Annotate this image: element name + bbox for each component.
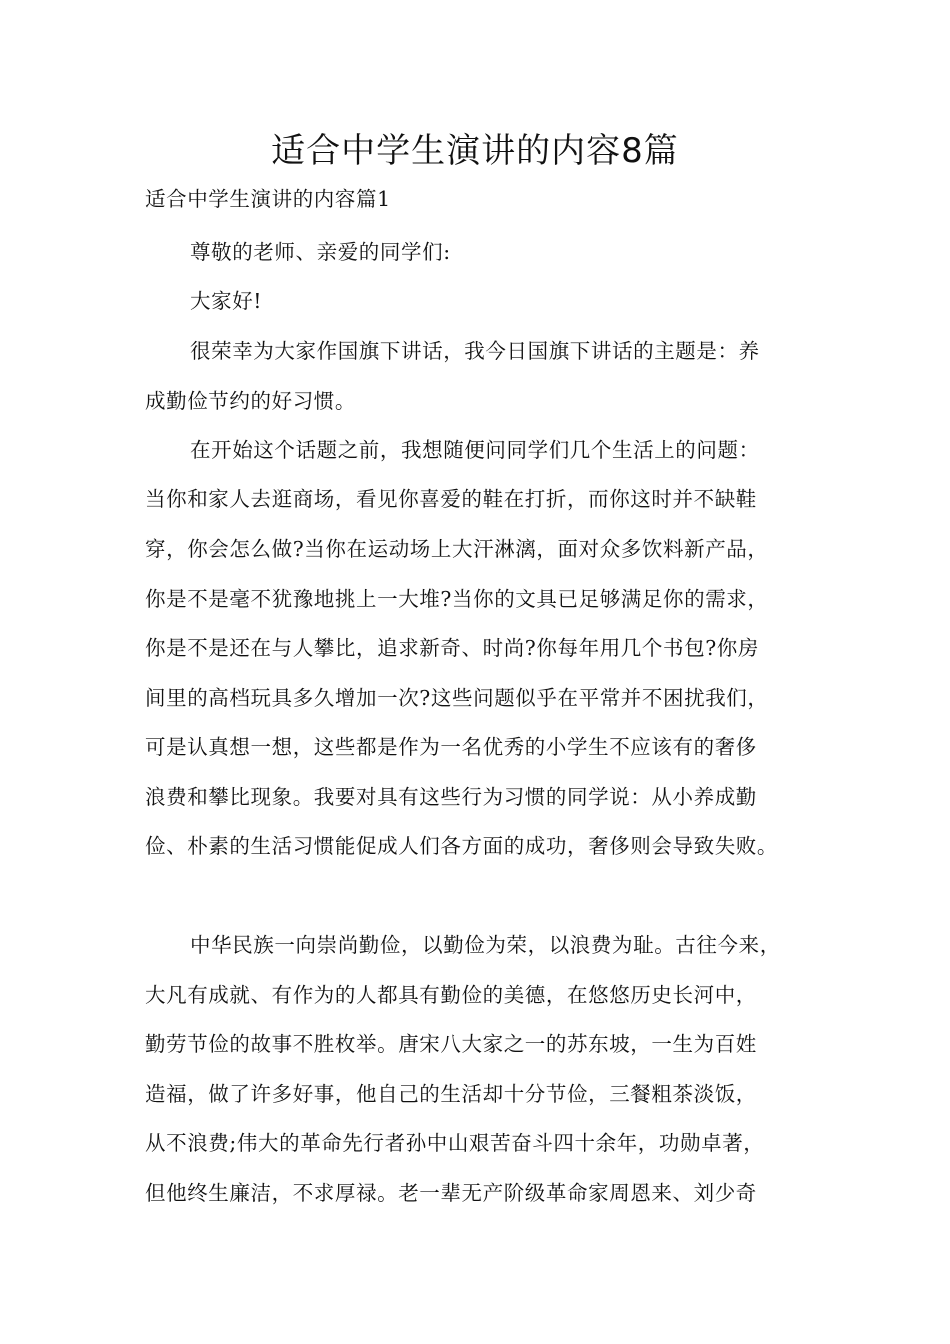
paragraph-line: 勤劳节俭的故事不胜枚举。唐宋八大家之一的苏东坡，一生为百姓: [145, 1032, 757, 1056]
paragraph-line: 造福，做了许多好事，他自己的生活却十分节俭，三餐粗茶淡饭，: [145, 1082, 757, 1106]
paragraph-line: 从不浪费;伟大的革命先行者孙中山艰苦奋斗四十余年，功勋卓著，: [145, 1131, 765, 1155]
paragraph-line: 你是不是还在与人攀比，追求新奇、时尚?你每年用几个书包?你房: [145, 636, 759, 660]
paragraph-line: 间里的高档玩具多久增加一次?这些问题似乎在平常并不困扰我们，: [145, 686, 769, 710]
paragraph-line: 但他终生廉洁，不求厚禄。老一辈无产阶级革命家周恩来、刘少奇: [145, 1181, 757, 1205]
section-heading: 适合中学生演讲的内容篇1: [145, 187, 391, 211]
paragraph-line: 尊敬的老师、亲爱的同学们:: [190, 240, 451, 264]
paragraph-line: 俭、朴素的生活习惯能促成人们各方面的成功，奢侈则会导致失败。: [145, 834, 778, 858]
paragraph-line: 中华民族一向崇尚勤俭，以勤俭为荣，以浪费为耻。古往今来，: [190, 933, 781, 957]
paragraph-line: 大凡有成就、有作为的人都具有勤俭的美德，在悠悠历史长河中，: [145, 983, 757, 1007]
paragraph-line: 浪费和攀比现象。我要对具有这些行为习惯的同学说：从小养成勤: [145, 785, 757, 809]
paragraph-line: 穿，你会怎么做?当你在运动场上大汗淋漓，面对众多饮料新产品，: [145, 537, 769, 561]
paragraph-line: 当你和家人去逛商场，看见你喜爱的鞋在打折，而你这时并不缺鞋: [145, 487, 757, 511]
paragraph-line: 大家好!: [190, 289, 263, 313]
paragraph-line: 你是不是毫不犹豫地挑上一大堆?当你的文具已足够满足你的需求，: [145, 587, 769, 611]
paragraph-line: 成勤俭节约的好习惯。: [145, 389, 356, 413]
paragraph-line: 很荣幸为大家作国旗下讲话，我今日国旗下讲话的主题是：养: [190, 339, 760, 363]
paragraph-line: 可是认真想一想，这些都是作为一名优秀的小学生不应该有的奢侈: [145, 735, 757, 759]
paragraph-line: 在开始这个话题之前，我想随便问同学们几个生活上的问题：: [190, 438, 760, 462]
document-title: 适合中学生演讲的内容8篇: [271, 131, 679, 171]
